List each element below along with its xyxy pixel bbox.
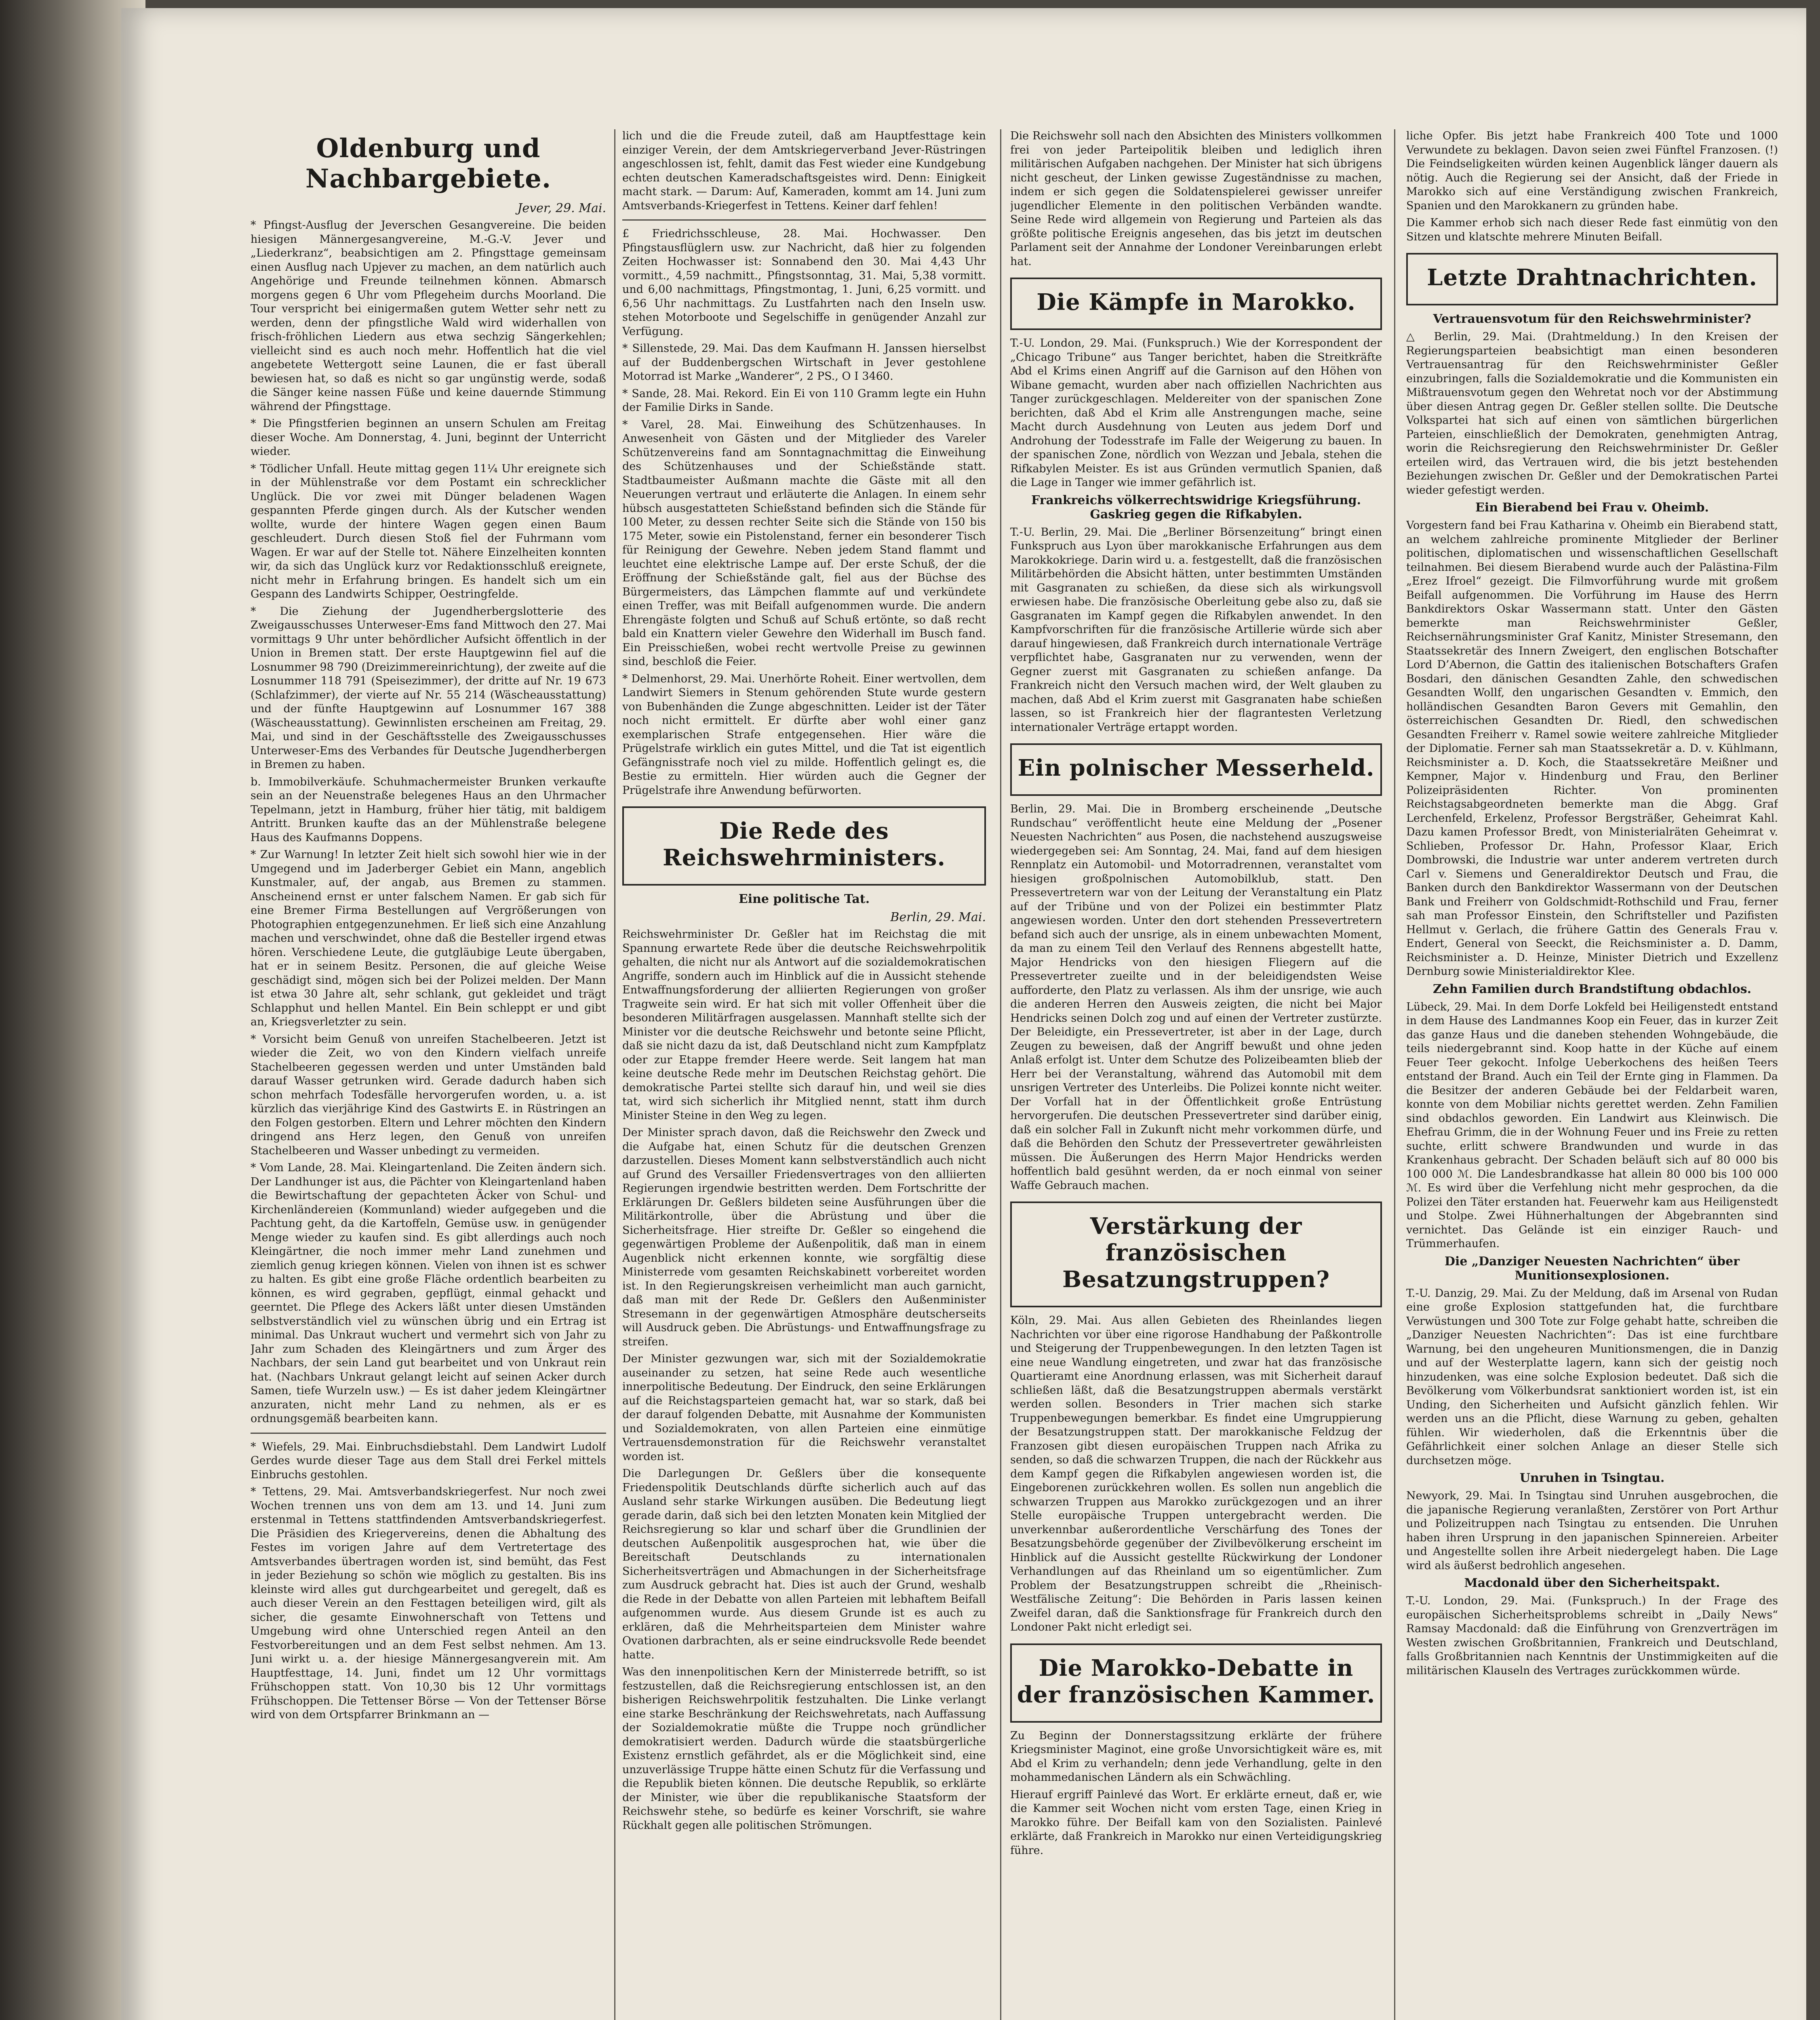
article-paragraph: Die Kammer erhob sich nach dieser Rede fast einmütig von den Sitzen und klatschte mehrere Minuten Beifall. bbox=[1406, 217, 1778, 243]
column-3 bbox=[1010, 129, 1382, 2020]
column-2 bbox=[622, 129, 986, 2020]
article-paragraph: * Pfingst-Ausflug der Jeverschen Gesangvereine. Die beiden hiesigen Männergesangvereine, M.-G.-V. Jever und „Liederkranz“, beabsichtigen am 2. Pfingsttage gemeinsam einen Ausflug nach Upjever zu machen, an dem natürlich auch Angehörige und Freunde teilnehmen können. Abmarsch morgens gegen 6 Uhr vom Pflegeheim durchs Moorland. Die Tour verspricht bei einigermaßen gutem Wetter sehr nett zu werden, denn der pfingstliche Wald wird widerhallen von frisch-fröhlichen Liedern aus etwa sechzig Sängerkehlen; vielleicht sind es auch noch mehr. Hoffentlich hat die viel angebetete Wettergott seine Launen, die er fast überall bewiesen hat, so daß es nicht so gar ungünstig werde, sodaß die Sänger keine nassen Füße und keine dauernde Stimmung während der Pfingsttage. bbox=[251, 219, 606, 413]
dateline: Jever, 29. Mai. bbox=[517, 201, 606, 215]
article-paragraph: * Sillenstede, 29. Mai. Das dem Kaufmann H. Janssen hierselbst auf der Buddenbergschen Wirtschaft in Jever gestohlene Motorrad ist Marke „Wanderer“, 2 PS., O I 3460. bbox=[622, 342, 986, 383]
article-divider bbox=[622, 219, 986, 221]
article-paragraph: * Die Pfingstferien beginnen an unsern Schulen am Freitag dieser Woche. Am Donnerstag, 4. Juni, beginnt der Unterricht wieder. bbox=[251, 417, 606, 458]
headline-marokko-debatte: Die Marokko-Debatte in der französischen Kammer. bbox=[1017, 1654, 1376, 1708]
dateline: Berlin, 29. Mai. bbox=[890, 910, 986, 924]
headline-box bbox=[1010, 1643, 1382, 1723]
headline-drahtnachrichten: Letzte Drahtnachrichten. bbox=[1427, 264, 1757, 291]
article-paragraph: * Tödlicher Unfall. Heute mittag gegen 11¼ Uhr ereignete sich in der Mühlenstraße vor dem Postamt ein schrecklicher Unglück. Die vor zwei mit Dünger beladenen Wagen gespannten Pferde gingen durch. Als der Kutscher wenden wollte, wurde der hintere Wagen gegen einen Baum geschleudert. Durch diesen Stoß fiel der Fuhrmann vom Wagen. Er war auf der Stelle tot. Nähere Einzelheiten konnten wir, da sich das Unglück kurz vor Redaktionsschluß ereignete, nicht mehr in Erfahrung bringen. Es handelt sich um ein Gespann des Landwirts Schipper, Oestringfelde. bbox=[251, 462, 606, 600]
column-rule bbox=[1394, 129, 1395, 2020]
article-paragraph: Zu Beginn der Donnerstagssitzung erklärte der frühere Kriegsminister Maginot, eine große Unvorsichtigkeit wäre es, mit Abd el Krim zu verhandeln; denn jede Verhandlung, gelte in den mohammedanischen Ländern als ein Schwächling. bbox=[1010, 1729, 1382, 1784]
headline-besatzungstruppen: Verstärkung der französischen Besatzungstruppen? bbox=[1062, 1213, 1330, 1293]
article-paragraph: Köln, 29. Mai. Aus allen Gebieten des Rheinlandes liegen Nachrichten vor über eine rigorose Handhabung der Paßkontrolle und Steigerung der Truppenbewegungen. In den letzten Tagen ist eine neue Wandlung eingetreten, und zwar hat das französische Quartieramt eine Anordnung erlassen, was mit Sicherheit darauf schließen läßt, daß die Besatzungstruppen abermals verstärkt werden sollen. Besonders in Trier machen sich starke Truppenbewegungen bemerkbar. Es findet eine Umgruppierung der Besatzungstruppen statt. Der marokkanische Feldzug der Franzosen gibt diesen europäischen Truppen nach Afrika zu senden, so daß die schwarzen Truppen, die nach der Rückkehr aus dem Kampf gegen die Rifkabylen angewiesen worden ist, die Eingeborenen zurückkehren wollen. Es sollen nun angeblich die schwarzen Truppen aus Marokko zurückgezogen und an ihrer Stelle europäische Truppen untergebracht werden. Die unverkennbar außerordentliche Verschärfung des Tones der Besatzungsbehörde gegenüber der Zivilbevölkerung erscheint im Hinblick auf die Aussicht gestellte Rückwirkung der Londoner Verhandlungen auf das Rheinland um so eigentümlicher. Zum Problem der Besatzungstruppen schreibt die „Rheinisch-Westfälische Zeitung“: Die Behörden in Paris lassen keinen Zweifel daran, daß die Sanktionsfrage für Frankreich durch den Londoner Pakt nicht erledigt sei. bbox=[1010, 1314, 1382, 1633]
article-paragraph: △ Berlin, 29. Mai. (Drahtmeldung.) In den Kreisen der Regierungsparteien beabsichtigt man einen besonderen Vertrauensantrag für den Reichswehrminister Geßler einzubringen, falls die Sozialdemokratie und die Kommunisten ein Mißtrauensvotum gegen den Wehretat noch vor der Abstimmung über diesen Antrag gegen Dr. Geßler stellen sollte. Die Deutsche Volkspartei hat sich auf einen von sämtlichen bürgerlichen Parteien, einschließlich der Demokraten, genehmigten Antrag, worin die Reichsregierung den Reichswehrminister Dr. Geßler erteilen wird, das Vertrauen wird, die bis jetzt bestehenden Beziehungen zwischen Dr. Geßler und der Demokratischen Partei wieder gefestigt werden. bbox=[1406, 330, 1778, 497]
headline-marokko: Die Kämpfe in Marokko. bbox=[1036, 289, 1356, 316]
subheadline: Unruhen in Tsingtau. bbox=[1519, 1471, 1665, 1485]
article-paragraph: * Sande, 28. Mai. Rekord. Ein Ei von 110 Gramm legte ein Huhn der Familie Dirks in Sande. bbox=[622, 387, 986, 414]
article-paragraph: Was den innenpolitischen Kern der Ministerrede betrifft, so ist festzustellen, daß die Reichsregierung entschlossen ist, an den bisherigen Reichswehrpolitik festzuhalten. Die Linke verlangt eine starke Beschränkung der Reichswehretats, nach Auffassung der Sozialdemokratie müßte die Truppe noch gründlicher demokratisiert werden. Dadurch würde die staatsbürgerliche Existenz ernstlich gefährdet, als er die Möglichkeit sind, eine unzuverlässige Truppe hätte einen Schutz für die Verfassung und die Republik bieten können. Die deutsche Republik, so erklärte der Minister, wie über die republikanische Staatsform der Reichswehr stehe, so bedürfe es keiner Vorschrift, sie wahre Rückhalt gegen alle politischen Strömungen. bbox=[622, 1666, 986, 1832]
newspaper-page bbox=[121, 8, 1806, 2020]
article-paragraph: Die Darlegungen Dr. Geßlers über die konsequente Friedenspolitik Deutschlands dürfte sicherlich auch auf das Ausland sehr starke Wirkungen ausüben. Die Bedeutung liegt gerade darin, daß sich bei den letzten Monaten kein Mitglied der Reichsregierung so klar und scharf über die Grundlinien der deutschen Außenpolitik ausgesprochen hat, wie über die Bereitschaft Deutschlands zu internationalen Sicherheitsverträgen und Abmachungen in der Sicherheitsfrage zum Ausdruck gebracht hat. Dies ist auch der Grund, weshalb die Rede in der Debatte von allen Parteien mit lebhaftem Beifall aufgenommen wurde. Aus diesem Grunde ist es auch zu erklären, daß die Mehrheitsparteien dem Minister wahre Ovationen darbrachten, als er seine eindrucksvolle Rede beendet hatte. bbox=[622, 1467, 986, 1661]
article-paragraph: Hierauf ergriff Painlevé das Wort. Er erklärte erneut, daß er, wie die Kammer seit Wochen nicht vom ersten Tage, einen Krieg in Marokko führe. Der Beifall kam von den Sozialisten. Painlevé erklärte, daß Frankreich in Marokko nur einen Verteidigungskrieg führe. bbox=[1010, 1788, 1382, 1857]
article-paragraph: * Die Ziehung der Jugendherbergslotterie des Zweigausschusses Unterweser-Ems fand Mittwoch den 27. Mai vormittags 9 Uhr unter behördlicher Aufsicht öffentlich in der Union in Bremen statt. Der erste Hauptgewinn fiel auf die Losnummer 98 790 (Dreizimmereinrichtung), der zweite auf die Losnummer 118 791 (Speisezimmer), der dritte auf Nr. 19 673 (Schlafzimmer), der vierte auf Nr. 55 214 (Wäscheausstattung) und der fünfte Hauptgewinn auf Losnummer 167 388 (Wäscheausstattung). Gewinnlisten erscheinen am Freitag, 29. Mai, und sind in der Geschäftsstelle des Zweigausschusses Unterweser-Ems des Verbandes für Deutsche Jugendherbergen in Bremen zu haben. bbox=[251, 605, 606, 771]
article-paragraph: T.-U. Berlin, 29. Mai. Die „Berliner Börsenzeitung“ bringt einen Funkspruch aus Lyon über marokkanische Erfahrungen aus dem Marokkokriege. Darin wird u. a. festgestellt, daß die französischen Militärbehörden die Absicht hätten, unter bestimmten Umständen mit Gasgranaten zu schießen, da diese sich als wirkungsvoll erwiesen habe. Die französische Oberleitung gebe also zu, daß sie Gasgranaten im Kampf gegen die Rifkabylen anwendet. In den Kampfvorschriften für die französische Artillerie würde sich aber darauf hingewiesen, daß Frankreich durch internationale Verträge verpflichtet habe, Gasgranaten nur zu verwenden, wenn der Gegner zuerst mit Gasgranaten zu schießen anfange. Da Frankreich nicht den Versuch machen wird, der Welt glauben zu machen, daß Abd el Krim zuerst mit Gasgranaten habe schießen lassen, so ist Frankreich hier der flagrantesten Verletzung internationaler Verträge ertappt worden. bbox=[1010, 526, 1382, 734]
subheadline: Ein Bierabend bei Frau v. Oheimb. bbox=[1475, 501, 1709, 515]
article-paragraph: T.-U. Danzig, 29. Mai. Zu der Meldung, daß im Arsenal von Rudan eine große Explosion stattgefunden hat, die furchtbare Verwüstungen und 300 Tote zur Folge gehabt hatte, schreiben die „Danziger Neuesten Nachrichten“: Das ist eine furchtbare Warnung, bei den ungeheuren Munitionsmengen, die in Danzig und auf der Westerplatte lagern, kann sich der geistig noch hinzudenken, was eine solche Explosion bedeutet. Daß sich die Bevölkerung vom Völkerbundsrat sanktioniert worden ist, ist ein Unding, den Sicherheiten und Aufsicht gänzlich fehlen. Wir werden uns an die Pflicht, diese Warnung zu geben, gehalten fühlen. Wir wiederholen, daß die Erkenntnis über die Gefährlichkeit einer solchen Anlage an dieser Stelle sich durchsetzen möge. bbox=[1406, 1287, 1778, 1467]
article-paragraph: * Vorsicht beim Genuß von unreifen Stachelbeeren. Jetzt ist wieder die Zeit, wo von den Kindern vielfach unreife Stachelbeeren gegessen werden und unter Umständen bald darauf Wasser getrunken wird. Gerade dadurch haben sich schon mehrfach Todesfälle hervorgerufen worden, u. a. ist kürzlich das vierjährige Kind des Gastwirts E. in Rüstringen an den Folgen gestorben. Eltern und Lehrer möchten den Kindern dringend ans Herz legen, den Genuß von unreifen Stachelbeeren und Wasser unbedingt zu vermeiden. bbox=[251, 1033, 606, 1157]
article-paragraph: Reichswehrminister Dr. Geßler hat im Reichstag die mit Spannung erwartete Rede über die deutsche Reichswehrpolitik gehalten, die nicht nur als Antwort auf die sozialdemokratischen Angriffe, sondern auch im Hinblick auf die in Aussicht stehende Entwaffnungsforderung der alliierten Regierungen von großer Tragweite sein wird. Er hat sich mit voller Offenheit über die besonderen Militärfragen ausgelassen. Mannhaft stellte sich der Minister vor die deutsche Reichswehr und betonte seine Pflicht, daß sie nicht dazu da ist, daß Deutschland nicht zum Kampfplatz oder zur Etappe fremder Heere werde. Seit langem hat man keine deutsche Rede mehr im Deutschen Reichstag gehört. Die demokratische Partei stellte sich darauf hin, und weil sie dies tat, wird sich sicherlich ihr Mitglied nennt, statt ihm durch Minister Steine in den Weg zu legen. bbox=[622, 928, 986, 1122]
article-paragraph: Vorgestern fand bei Frau Katharina v. Oheimb ein Bierabend statt, an welchem zahlreiche prominente Mitglieder der Berliner politischen, diplomatischen und wissenschaftlichen Gesellschaft teilnahmen. Bei diesem Bierabend wurde auch der Palästina-Film „Erez Ifroel“ gezeigt. Die Filmvorführung wurde mit großem Beifall aufgenommen. Die Vorführung im Hause des Herrn Bankdirektors Oskar Wassermann statt. Unter den Gästen bemerkte man Reichswehrminister Geßler, Reichsernährungsminister Graf Kanitz, Minister Stresemann, den Staatssekretär des Innern Zweigert, den englischen Botschafter Lord D’Abernon, die Gattin des italienischen Botschafters Grafen Bosdari, den dänischen Gesandten Zahle, den schwedischen Gesandten Wollf, den ungarischen Gesandten v. Emmich, den holländischen Gesandten Baron Gevers mit Gemahlin, den österreichischen Gesandten Dr. Riedl, den schwedischen Gesandten Freiherr v. Ramel sowie weitere zahlreiche Mitglieder der Diplomatie. Ferner sah man Staatssekretär a. D. v. Kühlmann, Reichsminister a. D. Koch, die Staatssekretäre Meißner und Kempner, Major v. Hindenburg und Frau, den Berliner Polizeipräsidenten Richter. Von prominenten Reichstagsabgeordneten bemerkte man die Abgg. Graf Lerchenfeld, Erkelenz, Professor Bergsträßer, Geheimrat Kahl. Dazu kamen Professor Bredt, von Ministerialräten Geheimrat v. Schlieben, Professor Dr. Hahn, Professor Klaar, Erich Dombrowski, die Industrie war unter anderem vertreten durch Carl v. Siemens und Generaldirektor Deutsch und Frau, die Banken durch den Bankdirektor Wassermann von der Deutschen Bank und Freiherr von Goldschmidt-Rothschild und Frau, ferner sah man Professor Einstein, den Schriftsteller und Pazifisten Hellmut v. Gerlach, die frühere Gattin des Generals Frau v. Endert, General von Seeckt, die Reichsminister a. D. Damm, Reichsminister a. D. Heinze, Minister Dietrich und Exzellenz Dernburg sowie Ministerialdirektor Klee. bbox=[1406, 519, 1778, 978]
article-paragraph: * Varel, 28. Mai. Einweihung des Schützenhauses. In Anwesenheit von Gästen und der Mitglieder des Vareler Schützenvereins fand am Sonntagnachmittag die Einweihung des Schützenhauses und der Schießstände statt. Stadtbaumeister Außmann machte die Gäste mit all den Neuerungen vertraut und erläuterte die Anlagen. In einem sehr hübsch ausgestatteten Schießstand befinden sich die Stände für 100 Meter, zu dessen rechter Seite sich die Stände von 150 bis 175 Meter, sowie ein Pistolenstand, ferner ein besonderer Tisch für Reinigung der Gewehre. Neben jedem Stand flammt und leuchtet eine elektrische Lampe auf. Der erste Schuß, der die Eröffnung der Schießstände galt, fiel aus der Büchse des Bürgermeisters, das Lämpchen flammte auf und verkündete einen Treffer, was mit Beifall aufgenommen wurde. Die andern Ehrengäste folgten und Schuß auf Schuß ertönte, so daß recht bald ein Knattern vieler Gewehre den Widerhall im Busch fand. Ein Preisschießen, wobei recht wertvolle Preise zu gewinnen sind, beschloß die Feier. bbox=[622, 418, 986, 668]
article-paragraph: £ Friedrichsschleuse, 28. Mai. Hochwasser. Den Pfingstausflüglern usw. zur Nachricht, daß hier zu folgenden Zeiten Hochwasser ist: Sonnabend den 30. Mai 4,43 Uhr vormitt., 4,59 nachmitt., Pfingstsonntag, 31. Mai, 5,38 vormitt. und 6,00 nachmittags, Pfingstmontag, 1. Juni, 6,25 vormitt. und 6,56 Uhr nachmittags. Zu Lustfahrten nach den Inseln usw. stehen Motorboote und Segelschiffe in genügender Anzahl zur Verfügung. bbox=[622, 227, 986, 338]
article-paragraph: liche Opfer. Bis jetzt habe Frankreich 400 Tote und 1000 Verwundete zu beklagen. Davon seien zwei Fünftel Franzosen. (!) Die Feindseligkeiten würden keinen Augenblick länger dauern als nötig. Auch die Regierung sei der Ansicht, daß der Friede in Marokko sich auf eine Verständigung zwischen Frankreich, Spanien und den Marokkanern zu gründen habe. bbox=[1406, 130, 1778, 212]
article-paragraph: * Vom Lande, 28. Mai. Kleingartenland. Die Zeiten ändern sich. Der Landhunger ist aus, die Pächter von Kleingartenland haben die Bewirtschaftung der gepachteten Äcker von Schul- und Kirchenländereien (Kommunland) wieder aufgegeben und die Pachtung geht, da die Kartoffeln, Gemüse usw. in genügender Menge wieder zu kaufen sind. Es gibt allerdings auch noch Kleingärtner, die noch immer mehr Land zunehmen und ziemlich genug kriegen können. Vielen von ihnen ist es schwer zu halten. Es gibt eine große Fläche ordentlich bearbeiten zu können, es wird gegraben, gepflügt, einmal gehackt und geerntet. Die Pflege des Ackers läßt unter diesen Umständen selbstverständlich viel zu wünschen übrig und ein Ertrag ist minimal. Das Unkraut wuchert und vermehrt sich von Jahr zu Jahr zum Schaden des Kleingärtners und zum Ärger des Nachbars, der sein Land gut bearbeitet und von Unkraut rein hat. (Nachbars Unkraut gelangt leicht auf seinen Acker durch Samen, tiefe Wurzeln usw.) — Es ist daher jedem Kleingärtner anzuraten, nicht mehr Land zu nehmen, als er es ordnungsgemäß bearbeiten kann. bbox=[251, 1162, 606, 1425]
column-1 bbox=[251, 129, 606, 2020]
column-rule bbox=[614, 129, 615, 2020]
column-rule bbox=[1000, 129, 1001, 2020]
subheadline: Eine politische Tat. bbox=[738, 892, 870, 906]
article-paragraph: b. Immobilverkäufe. Schuhmachermeister Brunken verkaufte sein an der Neuenstraße belegenes Haus an den Uhrmacher Tepelmann, jetzt in Hamburg, früher hier tätig, mit baldigem Antritt. Brunken kaufte das an der Mühlenstraße belegene Haus des Kaufmanns Doppens. bbox=[251, 775, 606, 844]
column-4 bbox=[1406, 129, 1778, 2020]
article-paragraph: lich und die die Freude zuteil, daß am Hauptfesttage kein einziger Verein, der dem Amtskriegerverband Jever-Rüstringen angeschlossen ist, fehlt, damit das Fest wieder eine Kundgebung echten deutschen Kameradschaftsgeistes wird. Denn: Einigkeit macht stark. — Darum: Auf, Kameraden, kommt am 14. Juni zum Amtsverbands-Kriegerfest in Tettens. Keiner darf fehlen! bbox=[622, 130, 986, 212]
article-paragraph: Newyork, 29. Mai. In Tsingtau sind Unruhen ausgebrochen, die die japanische Regierung veranlaßten, Zerstörer von Port Arthur und Polizeitruppen nach Tsingtau zu entsenden. Die Unruhen haben ihren Ursprung in den japanischen Spinnereien. Arbeiter und Angestellte sollen ihre Arbeit niedergelegt haben. Die Lage wird als äußerst bedrohlich angesehen. bbox=[1406, 1490, 1778, 1572]
headline-messerheld: Ein polnischer Messerheld. bbox=[1017, 755, 1375, 781]
headline-box bbox=[622, 806, 986, 886]
article-paragraph: Berlin, 29. Mai. Die in Bromberg erscheinende „Deutsche Rundschau“ veröffentlicht heute eine Meldung der „Posener Neuesten Nachrichten“ aus Posen, die nachstehend auszugsweise wiedergegeben sei: Am Sonntag, 24. Mai, fand auf dem hiesigen Rennplatz ein Automobil- und Motorradrennen, veranstaltet vom hiesigen großpolnischen Automobilklub, statt. Den Pressevertretern war von der Leitung der Veranstaltung ein Platz auf der Tribüne und von der Polizei ein bestimmter Platz angewiesen worden. Unter den dort stehenden Pressevertretern befand sich auch der unsrige, als in einem unbewachten Moment, da man zu einem Teil den Verlauf des Rennens abgestellt hatte, Major Hendricks von den hiesigen Fliegern auf die Pressevertreter zueilte und in der beleidigendsten Weise aufforderte, den Platz zu verlassen. Als ihm der unsrige, wie auch die anderen Herren den Ausweis zeigten, die nicht bei Major Hendricks seinen Dolch zog und auf einen der Vertreter zustürzte. Der Beleidigte, ein Pressevertreter, ist aber in der Lage, durch Zeugen zu beweisen, daß der Angriff bewußt und ohne jeden Anlaß erfolgt ist. Unter dem Schutze des Polizeibeamten blieb der Herr bei der Veranstaltung, während das Automobil mit dem unsrigen Vertreter des Unterleibs. Die Polizei konnte nicht weiter. Der Vorfall hat in der Öffentlichkeit große Entrüstung hervorgerufen. Die deutschen Pressevertreter sind darüber einig, daß ein solcher Fall in Zukunft nicht mehr vorkommen dürfe, und daß die Behörden den Schutz der Pressevertreter gewährleisten müssen. Die Äußerungen des Herrn Major Hendricks werden hoffentlich bald gesühnt werden, da er noch einmal von seiner Waffe Gebrauch machen. bbox=[1010, 803, 1382, 1192]
article-paragraph: Lübeck, 29. Mai. In dem Dorfe Lokfeld bei Heiligenstedt entstand in dem Hause des Landmannes Koop ein Feuer, das in kurzer Zeit das ganze Haus und die daneben stehenden Wohngebäude, die teils niedergebrannt sind. Koop hatte in der Küche auf einem Feuer Teer gekocht. Infolge Ueberkochens des heißen Teers entstand der Brand. Auch ein Teil der Ernte ging in Flammen. Da die Besitzer der anderen Gebäude bei der Feldarbeit waren, konnte von dem Mobiliar nichts gerettet werden. Zehn Familien sind obdachlos geworden. Ein Landwirt aus Kleinwisch. Die Ehefrau Grimm, die in der Wohnung Feuer und ins Freie zu retten suchte, erlitt schwere Brandwunden und wurde in das Krankenhaus gebracht. Der Schaden beläuft sich auf 80 000 bis 100 000 ℳ. Die Landesbrandkasse hat allein 80 000 bis 100 000 ℳ. Es wird über die Verfehlung nicht mehr gesprochen, da die Polizei den Täter erstanden hat. Feuerwehr kam aus Heiligenstedt und Stolpe. Zwei Hühnerhaltungen der Abgebrannten sind vernichtet. Das Gelände ist ein einziger Rauch- und Trümmerhaufen. bbox=[1406, 1000, 1778, 1250]
article-paragraph: * Tettens, 29. Mai. Amtsverbandskriegerfest. Nur noch zwei Wochen trennen uns von dem am 13. und 14. Juni zum erstenmal in Tettens stattfindenden Amtsverbandskriegerfest. Die Präsidien des Kriegervereins, denen die Abhaltung des Festes im vorigen Jahre auf dem Vertretertage des Amtsverbandes übertragen worden ist, sind bemüht, das Fest in jeder Beziehung so schön wie möglich zu gestalten. Bis ins kleinste wird alles gut durchgearbeitet und geregelt, daß es auch dieser Verein an den Festtagen beteiligen wird, gilt als sicher, die gesamte Einwohnerschaft von Tettens und Umgebung wird ohne Unterschied regen Anteil an den Festvorbereitungen und an dem Fest selbst nehmen. Am 13. Juni wirkt u. a. der hiesige Männergesangverein mit. Am Hauptfesttage, 14. Juni, findet um 12 Uhr vormittags Frühschoppen statt. Von 10,30 bis 12 Uhr vormittags Frühschoppen. Die Tettenser Börse — Von der Tettenser Börse wird von dem Ortspfarrer Brinkmann an — bbox=[251, 1486, 606, 1721]
article-paragraph: * Wiefels, 29. Mai. Einbruchsdiebstahl. Dem Landwirt Ludolf Gerdes wurde dieser Tage aus dem Stall drei Ferkel mittels Einbruchs gestohlen. bbox=[251, 1440, 606, 1481]
article-paragraph: * Zur Warnung! In letzter Zeit hielt sich sowohl hier wie in der Umgegend und im Jaderberger Gebiet ein Mann, angeblich Kunstmaler, auf, der angab, aus Bremen zu stammen. Anscheinend ernst er unter falschem Namen. Er gab sich für eine Bremer Firma Bestellungen auf Vergrößerungen von Photographien entgegenzunehmen. Er ließ sich eine Anzahlung machen und verschwindet, ohne daß die Besteller irgend etwas hören. Verschiedene Leute, die gutgläubige Leute übergaben, hat er in seinem Besitz. Personen, die auf gleiche Weise geschädigt sind, mögen sich bei der Polizei melden. Der Mann ist etwa 30 Jahre alt, sehr schlank, gut gekleidet und trägt Schlapphut und hellen Mantel. Ein Bein schleppt er und gibt an, Kriegsverletzter zu sein. bbox=[251, 848, 606, 1028]
headline-box bbox=[1010, 1201, 1382, 1307]
article-divider bbox=[251, 1433, 606, 1434]
article-paragraph: Der Minister sprach davon, daß die Reichswehr den Zweck und die Aufgabe hat, einen Schutz für die deutschen Grenzen darzustellen. Dieses Moment kann selbstverständlich auch nicht auf Grund des Versailler Friedensvertrages von den alliierten Regierungen irgendwie bestritten werden. Dem Fortschritte der Erklärungen Dr. Geßlers bildeten seine Ausführungen über die Militärkontrolle, über die Abrüstung und über die Sicherheitsfrage. Hier streifte Dr. Geßler so eingehend die gegenwärtigen Probleme der Außenpolitik, daß man in einem Augenblick nicht erkennen konnte, wie sorgfältig diese Ministerrede vom gesamten Reichskabinett vorbereitet worden ist. In den Regierungskreisen verheimlicht man auch garnicht, daß man mit der Rede Dr. Geßlers den Außenminister Stresemann in der gegenwärtigen Atmosphäre deutscherseits will Ausdruck geben. Die Abrüstungs- und Entwaffnungsfrage zu streifen. bbox=[622, 1126, 986, 1348]
subheadline: Vertrauensvotum für den Reichswehrminister? bbox=[1433, 312, 1751, 326]
headline-box bbox=[1010, 278, 1382, 330]
article-paragraph: T.-U. London, 29. Mai. (Funkspruch.) Wie der Korrespondent der „Chicago Tribune“ aus Tanger berichtet, haben die Streitkräfte Abd el Krims einen Angriff auf die Garnison auf den Höhen von Wibane gemacht, wurden aber nach offiziellen Nachrichten aus Tanger zurückgeschlagen. Meldereiter von der spanischen Zone berichten, daß Abd el Krim alle Anstrengungen mache, seine Macht durch Ausdehnung von Leuten aus jedem Dorf und Androhung der Todesstrafe im Falle der Weigerung zu bauen. In der spanischen Zone, nördlich von Wezzan und Jebala, stehen die Rifkabylen Meister. Es ist aus Gründen vermutlich Spanien, daß die Lage in Tanger wie immer gefährlich ist. bbox=[1010, 337, 1382, 489]
headline-reichswehrminister: Die Rede des Reichswehrministers. bbox=[663, 818, 946, 871]
headline-box bbox=[1010, 743, 1382, 796]
headline-box bbox=[1406, 253, 1778, 305]
subheadline: Frankreichs völkerrechtswidrige Kriegsführung. Gaskrieg gegen die Rifkabylen. bbox=[1031, 493, 1361, 522]
article-paragraph: Der Minister gezwungen war, sich mit der Sozialdemokratie auseinander zu setzen, hat seine Rede auch wesentliche innerpolitische Bedeutung. Der Eindruck, den seine Erklärungen auf die Reichstagsparteien gemacht hat, war so stark, daß bei der darauf folgenden Debatte, mit Ausnahme der Kommunisten und Sozialdemokraten, von allen Parteien eine einmütige Vertrauensdemonstration für die Reichswehr veranstaltet worden ist. bbox=[622, 1353, 986, 1463]
article-paragraph: * Delmenhorst, 29. Mai. Unerhörte Roheit. Einer wertvollen, dem Landwirt Siemers in Stenum gehörenden Stute wurde gestern von Bubenhänden die Zunge abgeschnitten. Leider ist der Täter noch nicht ermittelt. Er dürfte aber wohl einer ganz exemplarischen Strafe entgegensehen. Hier wäre die Prügelstrafe wirklich ein gutes Mittel, und die Tat ist eigentlich Gefängnisstrafe noch viel zu milde. Hoffentlich gelingt es, die Bestie zu ermitteln. Hier würden auch die Gegner der Prügelstrafe ihre Anwendung befürworten. bbox=[622, 672, 986, 797]
section-headline-oldenburg: Oldenburg und Nachbargebiete. bbox=[305, 133, 552, 194]
article-paragraph: T.-U. London, 29. Mai. (Funkspruch.) In der Frage des europäischen Sicherheitsproblems schreibt in „Daily News“ Ramsay Macdonald: daß die Einführung von Grenzverträgen im Westen zwischen Großbritannien, Frankreich und Deutschland, falls Großbritannien nach Kenntnis der Unstimmigkeiten auf die militärischen Klauseln des Vertrages zurückkommen würde. bbox=[1406, 1595, 1778, 1677]
subheadline: Zehn Familien durch Brandstiftung obdachlos. bbox=[1432, 982, 1752, 996]
article-paragraph: Die Reichswehr soll nach den Absichten des Ministers vollkommen frei von jeder Parteipolitik bleiben und lediglich ihren militärischen Aufgaben nachgehen. Der Minister hat sich übrigens nicht gescheut, der Linken gewisse Zugeständnisse zu machen, indem er sich gegen die Soldatenspielerei gewisser unreifer jugendlicher Elemente in den politischen Verbänden wandte. Seine Rede wird allgemein von Regierung und Parteien als das größte politische Ereignis angesehen, das bis jetzt im deutschen Parlament seit der Annahme der Londoner Vereinbarungen erlebt hat. bbox=[1010, 130, 1382, 268]
subheadline: Macdonald über den Sicherheitspakt. bbox=[1464, 1576, 1720, 1590]
subheadline: Die „Danziger Neuesten Nachrichten“ über Munitionsexplosionen. bbox=[1444, 1254, 1740, 1283]
